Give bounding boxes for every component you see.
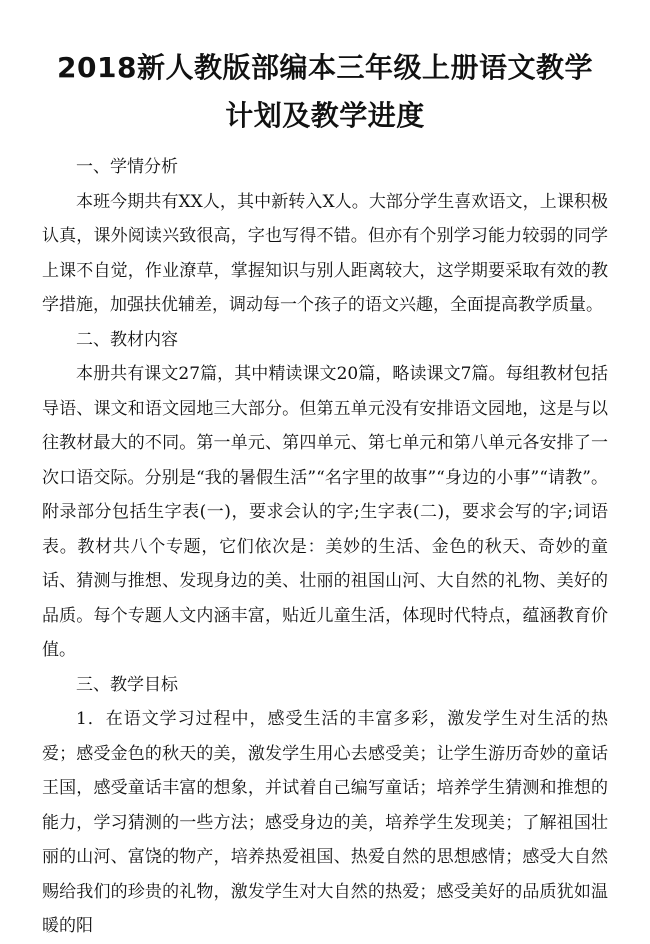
section-paragraph-situation: 本班今期共有XX人，其中新转入X人。大部分学生喜欢语文，上课积极认真，课外阅读兴致很高，字也写得不错。但亦有个别学习能力较弱的同学上课不自觉，作业潦草，掌握知识与别人距离较大，这学期要采取有效的教学措施，加强扶优辅差，调动每一个孩子的语文兴趣，全面提高教学质量。 xyxy=(42,191,608,315)
section-heading-goals: 三、教学目标 xyxy=(76,674,178,695)
section-paragraph-content: 本册共有课文27篇，其中精读课文20篇，略读课文7篇。每组教材包括导语、课文和语文园地三大部分。但第五单元没有安排语文园地，这是与以往教材最大的不同。第一单元、第四单元、第七单元和第八单元各安排了一次口语交际。分别是“我的暑假生活”“名字里的故事”“身边的小事”“请教”。附录部分包括生字表(一)，要求会认的字;生字表(二)，要求会写的字;词语表。教材共八个专题，它们依次是：美妙的生活、金色的秋天、奇妙的童话、猜测与推想、发现身边的美、壮丽的祖国山河、大自然的礼物、美好的品质。每个专题人文内涵丰富，贴近儿童生活，体现时代特点，蕴涵教育价值。 xyxy=(42,364,608,660)
document-title xyxy=(42,44,608,140)
section-heading-situation: 一、学情分析 xyxy=(76,157,178,177)
section-paragraph-goals: 1．在语文学习过程中，感受生活的丰富多彩，激发学生对生活的热爱；感受金色的秋天的美，激发学生用心去感受美；让学生游历奇妙的童话王国，感受童话丰富的想象，并试着自己编写童话；培养学生猜测和推想的能力，学习猜测的一些方法；感受身边的美，培养学生发现美；了解祖国壮丽的山河、富饶的物产，培养热爱祖国、热爱自然的思想感情；感受大自然赐给我们的珍贵的礼物，激发学生对大自然的热爱；感受美好的品质犹如温暖的阳 xyxy=(42,709,608,936)
section-heading-content: 二、教材内容 xyxy=(76,329,178,350)
title-line-1: 2018新人教版部编本三年级上册语文教学 xyxy=(57,51,593,84)
title-line-2: 计划及教学进度 xyxy=(225,99,425,132)
document-body xyxy=(42,150,608,944)
